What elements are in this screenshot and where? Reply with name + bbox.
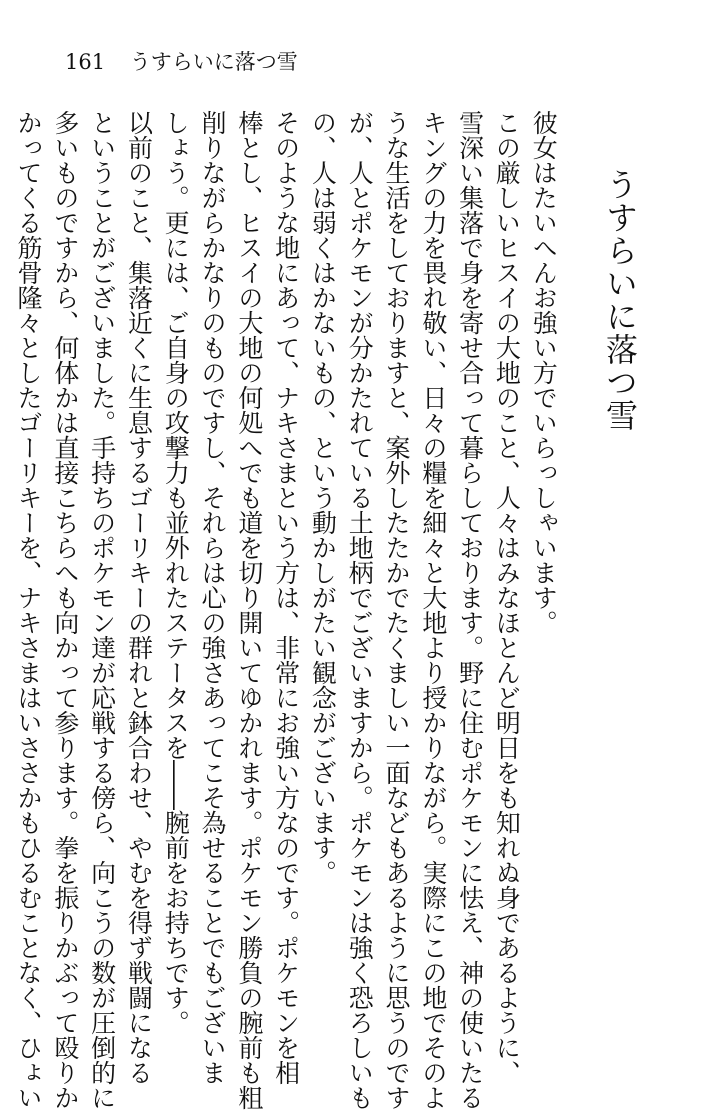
body-line: 雪深い集落で身を寄せ合って暮らしております。野に住むポケモンに怯え、神の使いたる xyxy=(455,110,485,1110)
body-line: の、人は弱くはかないもの、という動かしがたい観念がございます。 xyxy=(308,110,338,885)
body-line: 彼女はたいへんお強い方でいらっしゃいます。 xyxy=(529,110,559,635)
chapter-title: うすらいに落つ雪 xyxy=(601,168,639,432)
body-line: かってくる筋骨隆々としたゴーリキーを、ナキさまはいささかもひるむことなく、ひょい xyxy=(14,110,44,1110)
body-line: 棒とし、ヒスイの大地の何処へでも道を切り開いてゆかれます。ポケモン勝負の腕前も粗 xyxy=(234,110,264,1110)
body-line: ということがございました。手持ちのポケモン達が応戦する傍ら、向こうの数が圧倒的に xyxy=(87,110,117,1110)
body-text xyxy=(9,110,561,1110)
vertical-text-area xyxy=(14,110,656,1110)
body-line: 多いものですから、何体かは直接こちらへも向かって参ります。拳を振りかぶって殴りか xyxy=(50,110,80,1110)
body-line: うな生活をしておりますと、案外したたかでたくましい一面などもあるように思うのです xyxy=(382,110,412,1110)
body-line: が、人とポケモンが分かたれている土地柄でございますから。ポケモンは強く恐ろしいも xyxy=(345,110,375,1110)
body-line: キングの力を畏れ敬い、日々の糧を細々と大地より授かりながら。実際にこの地でそのよ xyxy=(418,110,448,1110)
running-head xyxy=(65,52,298,73)
running-title: うすらいに落つ雪 xyxy=(129,50,298,74)
body-line: しょう。更には、ご自身の攻撃力も並外れたステータスを――腕前をお持ちです。 xyxy=(161,110,191,1035)
body-line: そのような地にあって、ナキさまという方は、非常にお強い方なのです。ポケモンを相 xyxy=(271,110,301,1085)
body-line: 削りながらかなりのものですし、それらは心の強さあってこそ為せることでもございま xyxy=(198,110,228,1085)
body-line: この厳しいヒスイの大地のこと、人々はみなほとんど明日をも知れぬ身であるように、 xyxy=(492,110,522,1085)
body-line: 以前のこと、集落近くに生息するゴーリキーの群れと鉢合わせ、やむを得ず戦闘になる xyxy=(124,110,154,1085)
page-number: 161 xyxy=(65,50,106,74)
